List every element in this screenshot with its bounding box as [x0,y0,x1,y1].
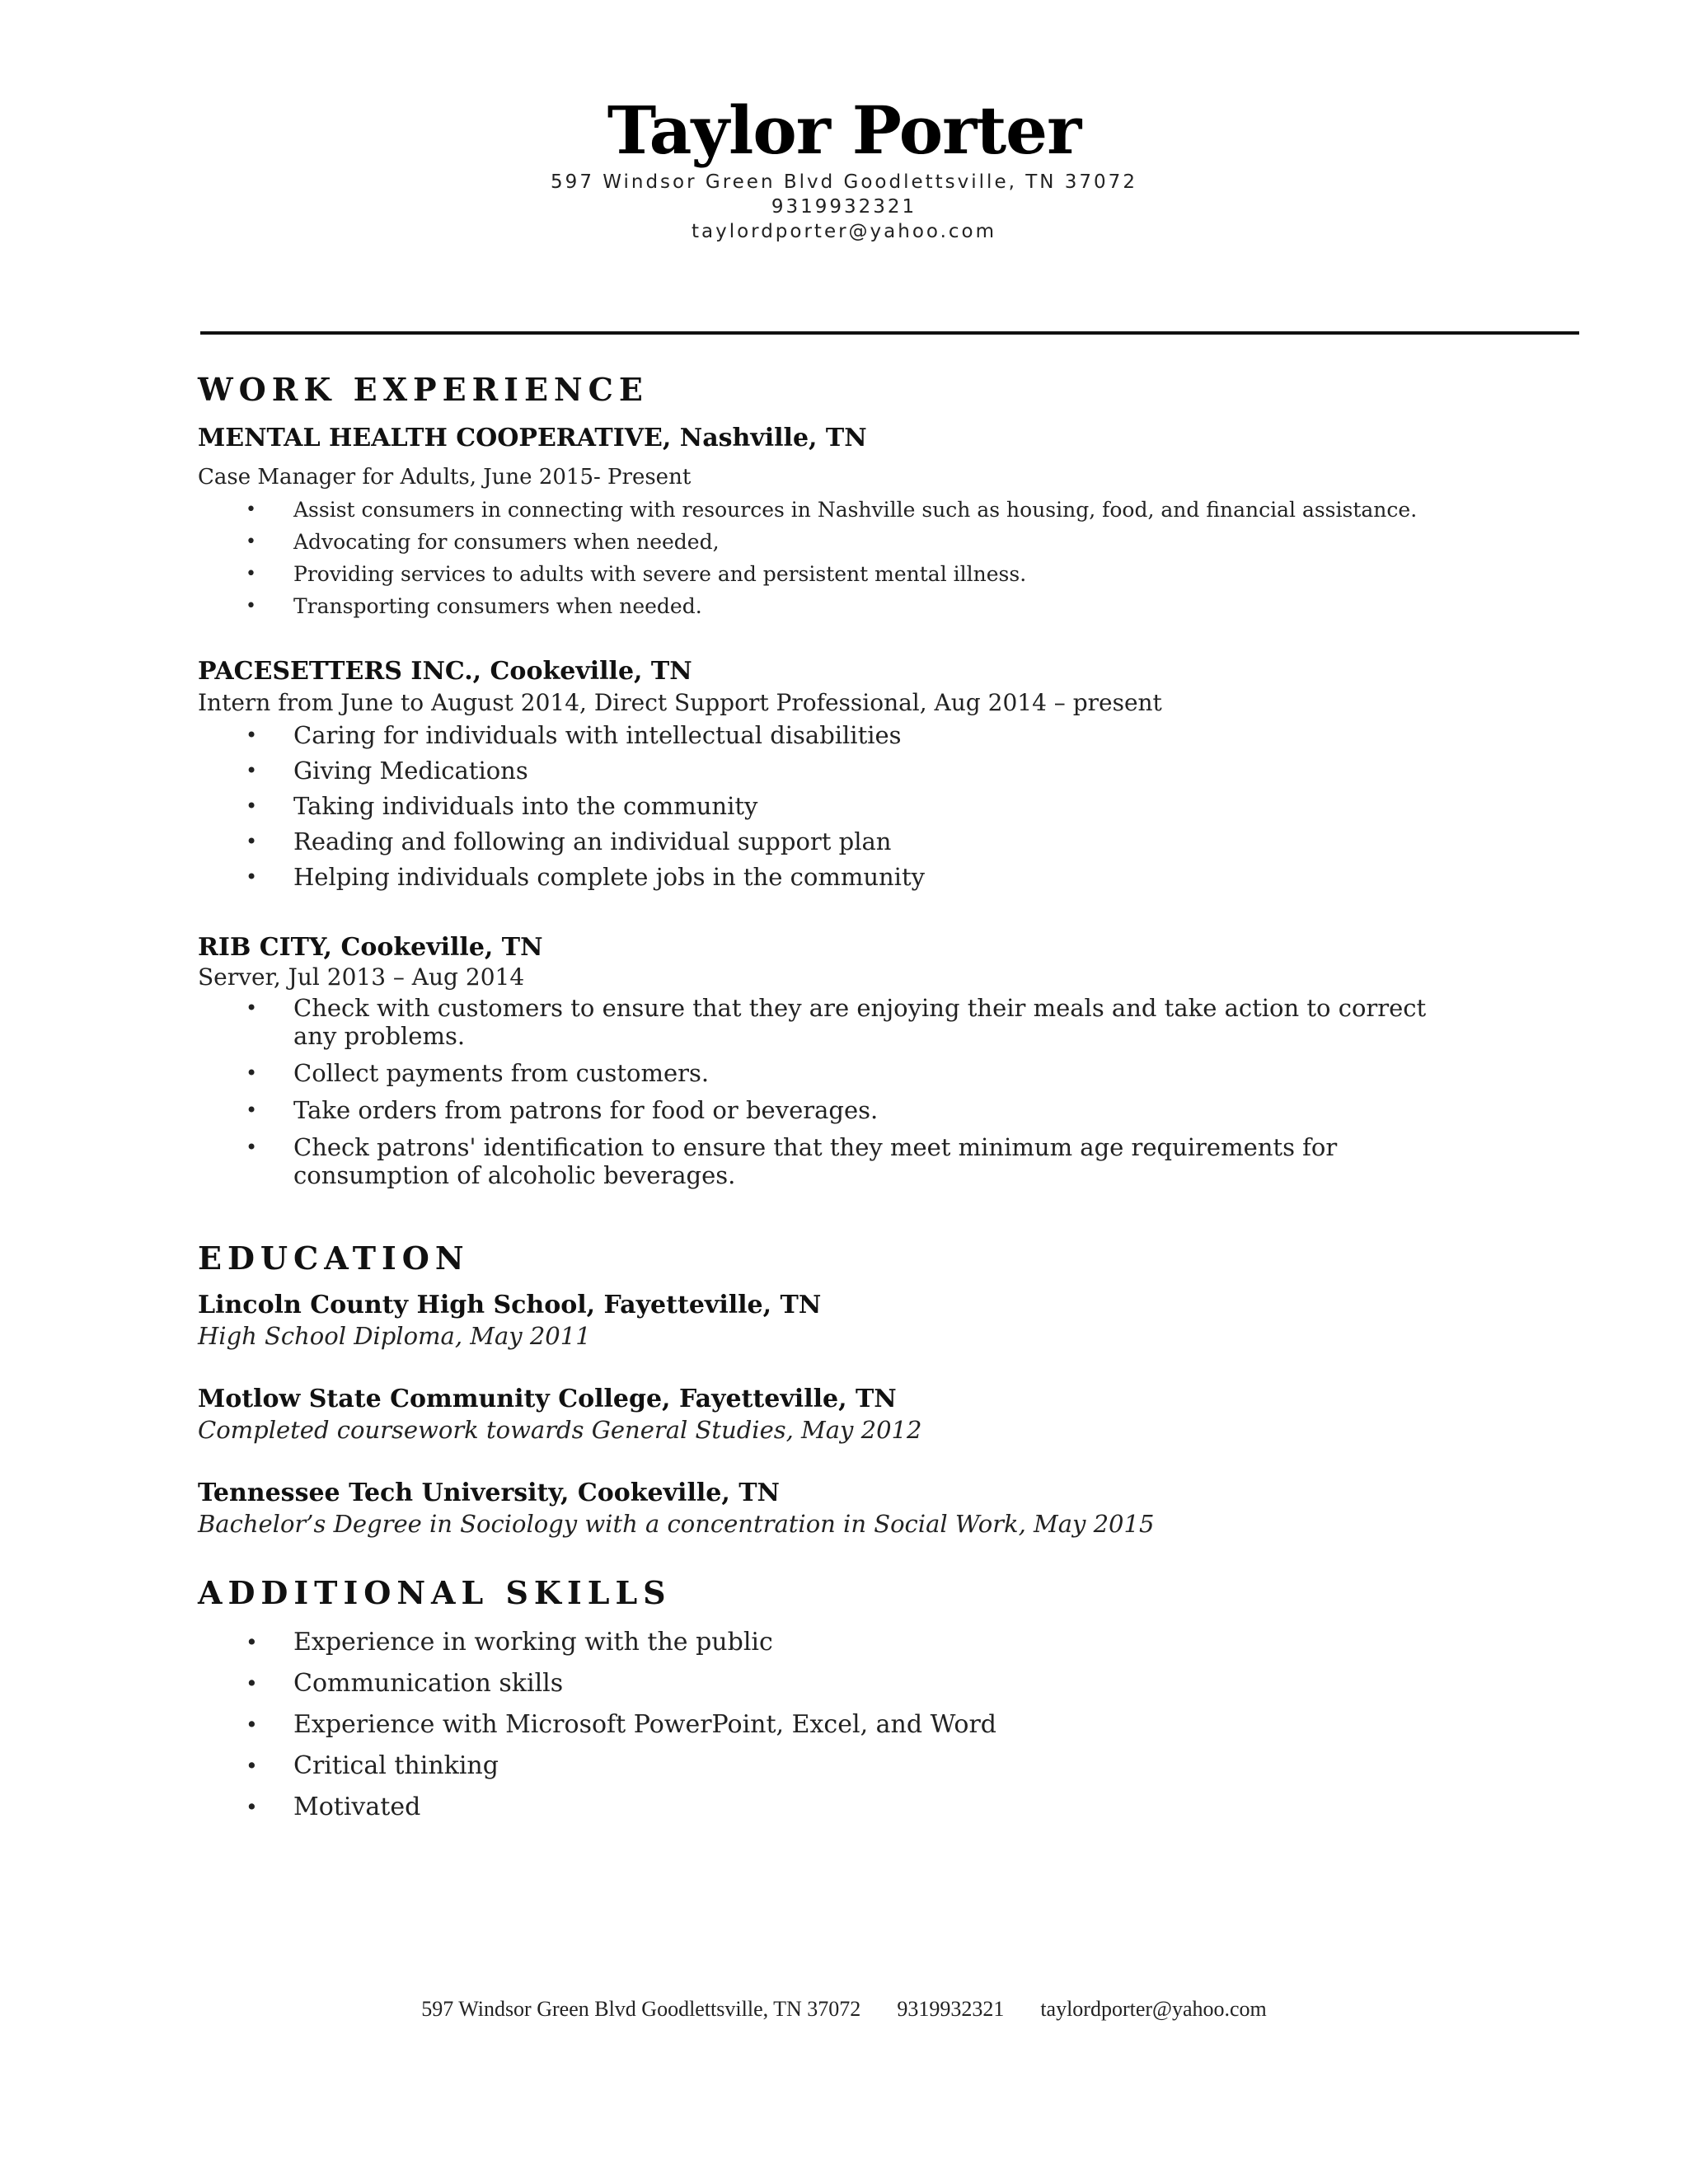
list-item-text: Check with customers to ensure that they are enjoying their meals and take action to correct any problems. [293,994,1427,1050]
bullet-icon: • [246,1630,258,1654]
work-experience-heading: WORK EXPERIENCE [198,371,649,408]
list-item-text: Taking individuals into the community [293,792,758,820]
bullet-icon: • [246,830,258,853]
school-detail: Bachelor’s Degree in Sociology with a concentration in Social Work, May 2015 [198,1510,1155,1538]
list-item-text: Check patrons' identification to ensure that they meet minimum age requirements for consumption of alcoholic beverages. [293,1133,1338,1189]
bullet-icon: • [246,1099,258,1122]
additional-skills-heading: ADDITIONAL SKILLS [198,1574,672,1611]
job-bullet-list [0,994,1447,1198]
list-item [0,1133,1447,1189]
skills-list [0,1622,996,1828]
list-item-text: Collect payments from customers. [293,1059,710,1087]
list-item [0,494,1417,526]
list-item [0,860,925,895]
list-item-text: Providing services to adults with severe and persistent mental illness. [293,562,1027,586]
list-item-text: Communication skills [293,1669,564,1698]
school-name: Motlow State Community College, Fayetteville, TN [198,1385,897,1413]
candidate-name: Taylor Porter [607,91,1081,169]
bullet-icon: • [246,596,256,616]
job-role: Case Manager for Adults, June 2015- Present [198,465,692,490]
list-item [0,789,925,824]
job-bullet-list [0,718,925,895]
list-item-text: Reading and following an individual support plan [293,827,892,855]
list-item [0,1787,996,1828]
job-bullet-list [0,494,1417,622]
list-item [0,558,1417,590]
header-phone: 9319932321 [771,196,917,218]
list-item-text: Giving Medications [293,757,528,785]
bullet-icon: • [246,1062,258,1085]
job-employer: RIB CITY, Cookeville, TN [198,933,543,962]
list-item-text: Caring for individuals with intellectual disabilities [293,721,902,749]
list-item-text: Assist consumers in connecting with resources in Nashville such as housing, food, and financial assistance. [293,498,1418,522]
list-item [0,1746,996,1787]
list-item [0,1059,1447,1087]
list-item-text: Transporting consumers when needed. [293,594,702,618]
bullet-icon: • [246,1713,258,1736]
school-detail: High School Diploma, May 2011 [198,1322,591,1350]
list-item [0,718,925,753]
list-item [0,994,1447,1050]
job-employer: PACESETTERS INC., Cookeville, TN [198,657,692,686]
bullet-icon: • [246,759,258,782]
bullet-icon: • [246,532,256,552]
job-employer: MENTAL HEALTH COOPERATIVE, Nashville, TN [198,424,867,452]
bullet-icon: • [246,1671,258,1695]
list-item [0,1096,1447,1124]
school-detail: Completed coursework towards General Studies, May 2012 [198,1416,922,1444]
header-divider [200,331,1579,335]
list-item [0,1704,996,1746]
education-heading: EDUCATION [198,1240,470,1277]
job-role: Server, Jul 2013 – Aug 2014 [198,963,525,991]
footer-email: taylordporter@yahoo.com [1040,1997,1267,2021]
list-item [0,526,1417,558]
header-email: taylordporter@yahoo.com [691,221,997,242]
list-item-text: Take orders from patrons for food or beverages. [293,1096,879,1124]
list-item-text: Critical thinking [293,1751,499,1780]
footer-address: 597 Windsor Green Blvd Goodlettsville, TN 37072 [421,1997,861,2021]
list-item-text: Motivated [293,1793,421,1821]
bullet-icon: • [246,865,258,888]
bullet-icon: • [246,1795,258,1819]
page-footer [0,1995,1688,2023]
list-item [0,824,925,860]
bullet-icon: • [246,499,256,520]
bullet-icon: • [246,724,258,747]
bullet-icon: • [246,1754,258,1778]
footer-phone: 9319932321 [897,1997,1005,2021]
bullet-icon: • [246,996,258,1019]
list-item [0,1622,996,1663]
bullet-icon: • [246,1136,258,1159]
list-item-text: Experience with Microsoft PowerPoint, Excel, and Word [293,1710,997,1739]
list-item-text: Helping individuals complete jobs in the community [293,863,925,891]
school-name: Tennessee Tech University, Cookeville, TN [198,1479,780,1507]
job-role: Intern from June to August 2014, Direct Support Professional, Aug 2014 – present [198,689,1162,716]
bullet-icon: • [246,564,256,584]
header-address: 597 Windsor Green Blvd Goodlettsville, TN 37072 [551,171,1137,193]
list-item [0,1663,996,1704]
list-item [0,590,1417,622]
bullet-icon: • [246,794,258,818]
list-item [0,753,925,789]
school-name: Lincoln County High School, Fayetteville, TN [198,1291,822,1319]
list-item-text: Experience in working with the public [293,1628,773,1657]
list-item-text: Advocating for consumers when needed, [293,530,720,554]
